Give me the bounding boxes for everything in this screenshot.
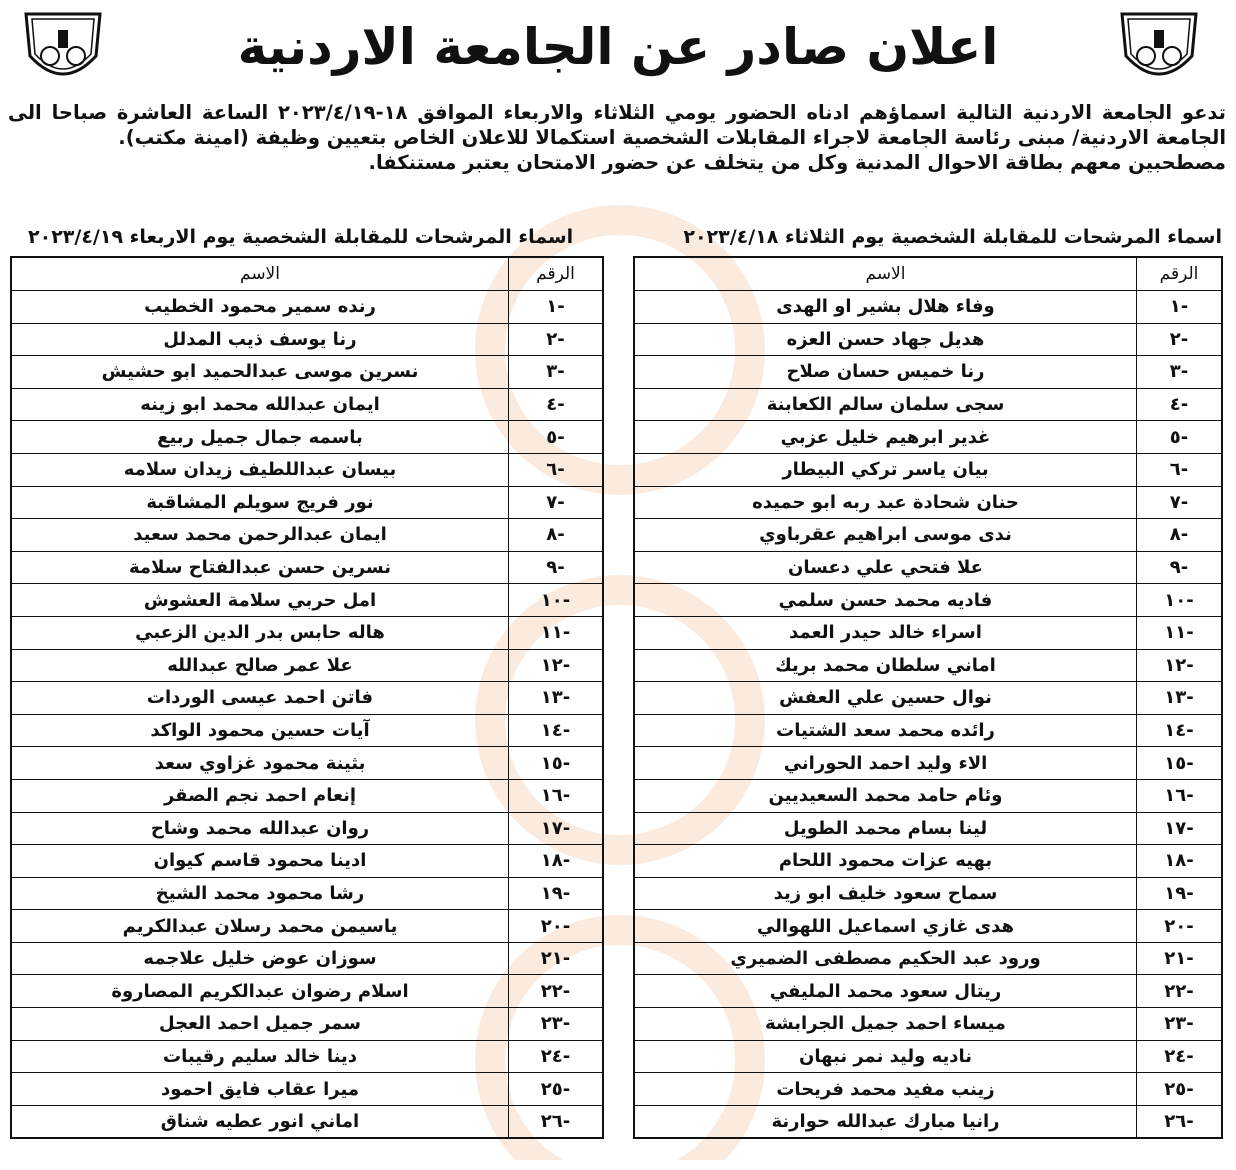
table-row [634,649,1222,682]
candidate-name: سماح سعود خليف ابو زيد [634,877,1137,910]
table-row [634,812,1222,845]
table-row [634,453,1222,486]
candidate-name: رشا محمود محمد الشيخ [11,877,509,910]
table-row [11,421,603,454]
candidate-name: بيسان عبداللطيف زيدان سلامه [11,453,509,486]
table-row [634,1073,1222,1106]
tuesday-heading: اسماء المرشحات للمقابلة الشخصية يوم الثلاثاء ٢٠٢٣/٤/١٨ [683,226,1222,248]
row-number: -١٦ [1137,779,1223,812]
row-number: -١٧ [1137,812,1223,845]
intro-note: مصطحبين معهم بطاقة الاحوال المدنية وكل من يتخلف عن حضور الامتحان يعتبر مستنكفا. [368,151,1226,174]
candidate-name: نوال حسين علي العفش [634,682,1137,715]
table-row [634,421,1222,454]
table-row [634,356,1222,389]
candidate-name: هدى غازي اسماعيل اللهوالي [634,910,1137,943]
candidate-name: إنعام احمد نجم الصقر [11,779,509,812]
candidate-name: آيات حسين محمود الواكد [11,714,509,747]
table-row [11,486,603,519]
row-number: -١ [509,291,604,324]
table-row [634,291,1222,324]
candidate-name: ميساء احمد جميل الجرابشة [634,1008,1137,1041]
candidate-name: فاتن احمد عيسى الوردات [11,682,509,715]
candidate-name: ايمان عبدالله محمد ابو زينه [11,388,509,421]
candidate-name: وئام حامد محمد السعيديين [634,779,1137,812]
table-row [634,682,1222,715]
table-row [634,616,1222,649]
table-row [11,519,603,552]
row-number: -١٠ [509,584,604,617]
table-row [634,388,1222,421]
table-row [634,714,1222,747]
row-number: -٨ [509,519,604,552]
wednesday-heading: اسماء المرشحات للمقابلة الشخصية يوم الاربعاء ٢٠٢٣/٤/١٩ [28,226,574,248]
candidate-name: علا فتحي علي دعسان [634,551,1137,584]
table-row [634,1040,1222,1073]
row-number: -٢٣ [1137,1008,1223,1041]
row-number: -٢٢ [1137,975,1223,1008]
candidate-name: علا عمر صالح عبدالله [11,649,509,682]
table-row [634,584,1222,617]
table-row [11,779,603,812]
table-row [634,486,1222,519]
table-row [634,519,1222,552]
candidate-name: الاء وليد احمد الحوراني [634,747,1137,780]
row-number: -٤ [509,388,604,421]
candidate-name: ريتال سعود محمد المليفي [634,975,1137,1008]
candidate-name: بهيه عزات محمود اللحام [634,845,1137,878]
candidate-name: ادينا محمود قاسم كيوان [11,845,509,878]
table-row [11,714,603,747]
table-row [634,1008,1222,1041]
row-number: -٢٥ [509,1073,604,1106]
table-row [634,1105,1222,1138]
candidate-name: رائده محمد سعد الشتيات [634,714,1137,747]
candidate-name: وفاء هلال بشير او الهدى [634,291,1137,324]
row-number: -٢٤ [509,1040,604,1073]
row-number: -٦ [509,453,604,486]
table-row [11,1073,603,1106]
table-row [11,323,603,356]
candidate-name: نور فريج سويلم المشاقبة [11,486,509,519]
candidate-name: زينب مفيد محمد فريحات [634,1073,1137,1106]
candidate-name: نسرين موسى عبدالحميد ابو حشيش [11,356,509,389]
table-row [634,975,1222,1008]
table-row [634,551,1222,584]
candidate-name: فاديه محمد حسن سلمي [634,584,1137,617]
table-row [11,584,603,617]
tuesday-candidates-table [633,256,1223,1139]
row-number: -٢٣ [509,1008,604,1041]
candidate-name: ميرا عقاب فايق احمود [11,1073,509,1106]
row-number: -١٨ [1137,845,1223,878]
candidate-name: امل حربي سلامة العشوش [11,584,509,617]
intro-paragraph: تدعو الجامعة الاردنية التالية اسماؤهم ادناه الحضور يومي الثلاثاء والاربعاء الموافق ١٨-٢٠٢٣/٤/١٩ الساعة العاشرة صباحا الى الجامعة الاردنية/ مبنى رئاسة الجامعة لاجراء المقابلات الشخصية استكمالا للاعلان الخاص بتعيين وظيفة (امينة مكتب). [8,101,1226,149]
row-number: -٢٢ [509,975,604,1008]
row-number: -٢٦ [509,1105,604,1138]
row-number: -٢٦ [1137,1105,1223,1138]
row-number: -٣ [509,356,604,389]
row-number: -١٤ [509,714,604,747]
table-row [634,910,1222,943]
table-row [11,453,603,486]
candidate-name: غدير ابرهيم خليل عزبي [634,421,1137,454]
row-number: -٢ [1137,323,1223,356]
table-row [11,551,603,584]
column-header-name: الاسم [11,257,509,291]
table-row [11,877,603,910]
university-logo-right [1112,6,1206,92]
row-number: -٧ [509,486,604,519]
row-number: -١٥ [1137,747,1223,780]
candidate-name: دينا خالد سليم رقيبات [11,1040,509,1073]
table-row [11,649,603,682]
candidate-name: ايمان عبدالرحمن محمد سعيد [11,519,509,552]
row-number: -١٨ [509,845,604,878]
table-row [11,388,603,421]
candidate-name: ورود عبد الحكيم مصطفى الضميري [634,942,1137,975]
row-number: -٢٤ [1137,1040,1223,1073]
row-number: -١٩ [1137,877,1223,910]
row-number: -١٩ [509,877,604,910]
candidate-name: اماني سلطان محمد بريك [634,649,1137,682]
candidate-name: اسلام رضوان عبدالكريم المصاروة [11,975,509,1008]
row-number: -١١ [509,616,604,649]
announcement-body [8,100,1226,175]
table-row [11,812,603,845]
column-header-number: الرقم [509,257,604,291]
table-row [11,1105,603,1138]
table-row [634,845,1222,878]
candidate-name: حنان شحادة عبد ربه ابو حميده [634,486,1137,519]
row-number: -١٤ [1137,714,1223,747]
row-number: -١٦ [509,779,604,812]
candidate-name: رانيا مبارك عبدالله حوارنة [634,1105,1137,1138]
row-number: -١١ [1137,616,1223,649]
row-number: -٢٠ [509,910,604,943]
table-row [11,845,603,878]
candidate-name: سجى سلمان سالم الكعابنة [634,388,1137,421]
table-row [11,747,603,780]
table-row [11,942,603,975]
row-number: -٩ [509,551,604,584]
row-number: -٢١ [509,942,604,975]
table-row [11,356,603,389]
row-number: -٥ [509,421,604,454]
row-number: -٢٠ [1137,910,1223,943]
candidate-name: اسراء خالد حيدر العمد [634,616,1137,649]
row-number: -١٣ [509,682,604,715]
table-row [634,323,1222,356]
row-number: -٢ [509,323,604,356]
row-number: -١٧ [509,812,604,845]
row-number: -٢٥ [1137,1073,1223,1106]
row-number: -١٣ [1137,682,1223,715]
candidate-name: باسمه جمال جميل ربيع [11,421,509,454]
table-row [11,1040,603,1073]
row-number: -١٢ [509,649,604,682]
table-row [634,942,1222,975]
table-row [11,910,603,943]
announcement-title: اعلان صادر عن الجامعة الاردنية [237,18,999,76]
table-row [634,877,1222,910]
candidate-name: رنده سمير محمود الخطيب [11,291,509,324]
candidate-name: سمر جميل احمد العجل [11,1008,509,1041]
table-row [634,779,1222,812]
candidate-name: ياسيمن محمد رسلان عبدالكريم [11,910,509,943]
candidate-name: لينا بسام محمد الطويل [634,812,1137,845]
row-number: -٤ [1137,388,1223,421]
candidate-name: سوزان عوض خليل علاجمه [11,942,509,975]
row-number: -٦ [1137,453,1223,486]
candidate-name: بثينة محمود غزاوي سعد [11,747,509,780]
column-header-name: الاسم [634,257,1137,291]
row-number: -١ [1137,291,1223,324]
row-number: -٩ [1137,551,1223,584]
table-row [11,1008,603,1041]
row-number: -٥ [1137,421,1223,454]
table-row [11,682,603,715]
candidate-name: هاله حابس بدر الدين الزعبي [11,616,509,649]
row-number: -٧ [1137,486,1223,519]
wednesday-candidates-table [10,256,604,1139]
row-number: -٢١ [1137,942,1223,975]
university-logo-left [16,6,110,92]
candidate-name: هديل جهاد حسن العزه [634,323,1137,356]
table-row [11,616,603,649]
candidate-name: رنا يوسف ذيب المدلل [11,323,509,356]
row-number: -٣ [1137,356,1223,389]
candidate-name: نسرين حسن عبدالفتاح سلامة [11,551,509,584]
row-number: -١٢ [1137,649,1223,682]
candidate-name: رنا خميس حسان صلاح [634,356,1137,389]
candidate-name: ندى موسى ابراهيم عقرباوي [634,519,1137,552]
row-number: -٨ [1137,519,1223,552]
candidate-name: اماني انور عطيه شناق [11,1105,509,1138]
table-row [11,975,603,1008]
table-row [11,291,603,324]
table-row [634,747,1222,780]
row-number: -١٥ [509,747,604,780]
candidate-name: بيان ياسر تركي البيطار [634,453,1137,486]
column-header-number: الرقم [1137,257,1223,291]
candidate-name: ناديه وليد نمر نبهان [634,1040,1137,1073]
candidate-name: روان عبدالله محمد وشاح [11,812,509,845]
row-number: -١٠ [1137,584,1223,617]
